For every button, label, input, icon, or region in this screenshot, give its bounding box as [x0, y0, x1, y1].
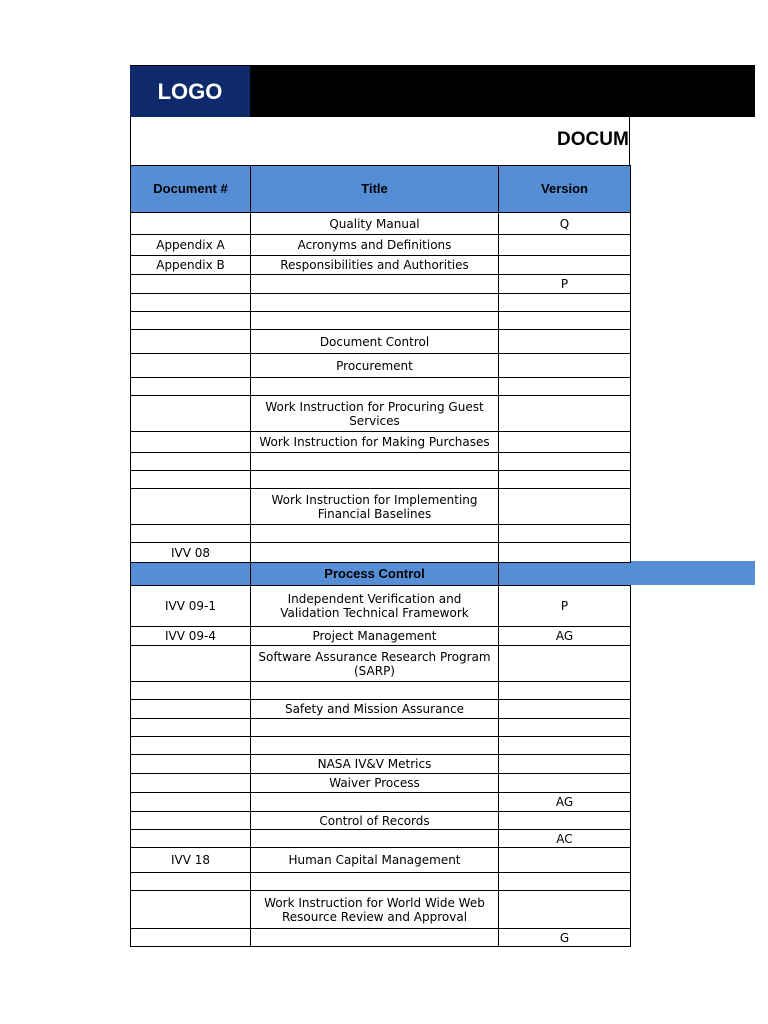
document-number-cell	[130, 275, 250, 294]
title-cell: Work Instruction for Making Purchases	[250, 432, 498, 453]
version-cell	[498, 682, 631, 700]
title-cell: Procurement	[250, 354, 498, 378]
table-row	[130, 525, 631, 543]
document-number-cell	[130, 737, 250, 755]
title-cell	[250, 719, 498, 737]
document-number-cell	[130, 378, 250, 396]
table-row	[130, 330, 631, 354]
title-cell	[250, 453, 498, 471]
title-cell	[250, 275, 498, 294]
document-number-cell	[130, 774, 250, 793]
table-row	[130, 471, 631, 489]
title-cell: Waiver Process	[250, 774, 498, 793]
table-row	[130, 891, 631, 929]
document-number-cell	[130, 213, 250, 235]
table-row	[130, 755, 631, 774]
table-row	[130, 354, 631, 378]
version-cell: Q	[498, 213, 631, 235]
version-cell: G	[498, 929, 631, 947]
version-cell	[498, 312, 631, 330]
document-number-cell	[130, 830, 250, 848]
version-cell	[498, 471, 631, 489]
title-cell	[250, 543, 498, 563]
document-number-cell: IVV 08	[130, 543, 250, 563]
table-row	[130, 256, 631, 275]
document-number-cell	[130, 812, 250, 830]
version-cell	[498, 378, 631, 396]
title-cell	[250, 737, 498, 755]
title-cell: Software Assurance Research Program (SARP)	[250, 646, 498, 682]
document-number-cell	[130, 330, 250, 354]
document-number-cell	[130, 525, 250, 543]
document-number-cell	[130, 891, 250, 929]
table-row	[130, 929, 631, 947]
title-cell: Work Instruction for World Wide Web Resource Review and Approval	[250, 891, 498, 929]
version-cell: AG	[498, 793, 631, 812]
title-cell	[250, 294, 498, 312]
title-cell	[250, 471, 498, 489]
header-banner	[250, 65, 755, 117]
document-number-cell: Appendix B	[130, 256, 250, 275]
version-cell: P	[498, 275, 631, 294]
document-number-cell	[130, 682, 250, 700]
title-cell	[250, 830, 498, 848]
table-row	[130, 848, 631, 873]
document-number-cell: IVV 09-4	[130, 627, 250, 646]
version-cell	[498, 235, 631, 256]
document-number-cell	[130, 453, 250, 471]
table-row	[130, 378, 631, 396]
version-cell	[498, 646, 631, 682]
title-cell: Work Instruction for Implementing Financial Baselines	[250, 489, 498, 525]
document-table	[130, 165, 631, 947]
title-cell: Document Control	[250, 330, 498, 354]
title-box	[130, 117, 630, 165]
section-cell	[130, 563, 250, 586]
document-title: DOCUM	[557, 129, 629, 150]
version-cell	[498, 256, 631, 275]
version-cell	[498, 525, 631, 543]
title-cell: NASA IV&V Metrics	[250, 755, 498, 774]
table-row	[130, 774, 631, 793]
version-cell	[498, 330, 631, 354]
document-number-cell	[130, 471, 250, 489]
table-row	[130, 586, 631, 627]
title-cell: Independent Verification and Validation Technical Framework	[250, 586, 498, 627]
version-cell: P	[498, 586, 631, 627]
version-cell	[498, 543, 631, 563]
version-cell	[498, 774, 631, 793]
document-number-cell	[130, 755, 250, 774]
table-row	[130, 396, 631, 432]
document-number-cell	[130, 354, 250, 378]
title-cell: Project Management	[250, 627, 498, 646]
version-cell: AC	[498, 830, 631, 848]
title-cell	[250, 929, 498, 947]
document-number-cell: IVV 18	[130, 848, 250, 873]
document-number-cell	[130, 929, 250, 947]
version-cell	[498, 873, 631, 891]
table-row	[130, 793, 631, 812]
title-cell: Quality Manual	[250, 213, 498, 235]
version-cell	[498, 489, 631, 525]
title-cell	[250, 525, 498, 543]
table-row	[130, 312, 631, 330]
table-body	[130, 213, 631, 947]
document-number-cell	[130, 396, 250, 432]
version-cell	[498, 812, 631, 830]
version-cell	[498, 453, 631, 471]
table-row	[130, 812, 631, 830]
table-row	[130, 453, 631, 471]
version-cell	[498, 354, 631, 378]
title-cell: Acronyms and Definitions	[250, 235, 498, 256]
column-header-document-number: Document #	[130, 165, 250, 213]
table-row	[130, 432, 631, 453]
title-cell: Safety and Mission Assurance	[250, 700, 498, 719]
version-cell	[498, 294, 631, 312]
version-cell	[498, 891, 631, 929]
table-row	[130, 719, 631, 737]
document-number-cell	[130, 700, 250, 719]
title-cell: Work Instruction for Procuring Guest Services	[250, 396, 498, 432]
title-cell	[250, 682, 498, 700]
table-row	[130, 489, 631, 525]
column-header-title: Title	[250, 165, 498, 213]
table-header	[130, 165, 631, 213]
table-row	[130, 700, 631, 719]
version-cell	[498, 432, 631, 453]
document-number-cell	[130, 312, 250, 330]
column-header-version: Version	[498, 165, 631, 213]
table-row	[130, 235, 631, 256]
version-cell	[498, 396, 631, 432]
document-number-cell: IVV 09-1	[130, 586, 250, 627]
document-number-cell	[130, 646, 250, 682]
table-row	[130, 646, 631, 682]
table-row	[130, 873, 631, 891]
title-cell: Control of Records	[250, 812, 498, 830]
table-row	[130, 213, 631, 235]
title-cell	[250, 378, 498, 396]
version-cell	[498, 719, 631, 737]
version-cell: AG	[498, 627, 631, 646]
document-number-cell: Appendix A	[130, 235, 250, 256]
document-number-cell	[130, 294, 250, 312]
version-cell	[498, 700, 631, 719]
title-cell	[250, 312, 498, 330]
title-cell	[250, 793, 498, 812]
title-cell: Human Capital Management	[250, 848, 498, 873]
table-row	[130, 543, 631, 563]
document-number-cell	[130, 719, 250, 737]
document-number-cell	[130, 489, 250, 525]
table-row	[130, 830, 631, 848]
table-row	[130, 294, 631, 312]
document-number-cell	[130, 793, 250, 812]
logo: LOGO	[130, 65, 250, 117]
version-cell	[498, 755, 631, 774]
section-cell	[498, 563, 631, 586]
section-label: Process Control	[250, 563, 498, 586]
table-row	[130, 737, 631, 755]
version-cell	[498, 737, 631, 755]
section-row	[130, 563, 631, 586]
version-cell	[498, 848, 631, 873]
table-row	[130, 275, 631, 294]
table-row	[130, 682, 631, 700]
document-number-cell	[130, 873, 250, 891]
document-number-cell	[130, 432, 250, 453]
section-band-extension	[630, 561, 755, 585]
title-cell: Responsibilities and Authorities	[250, 256, 498, 275]
title-cell	[250, 873, 498, 891]
table-row	[130, 627, 631, 646]
